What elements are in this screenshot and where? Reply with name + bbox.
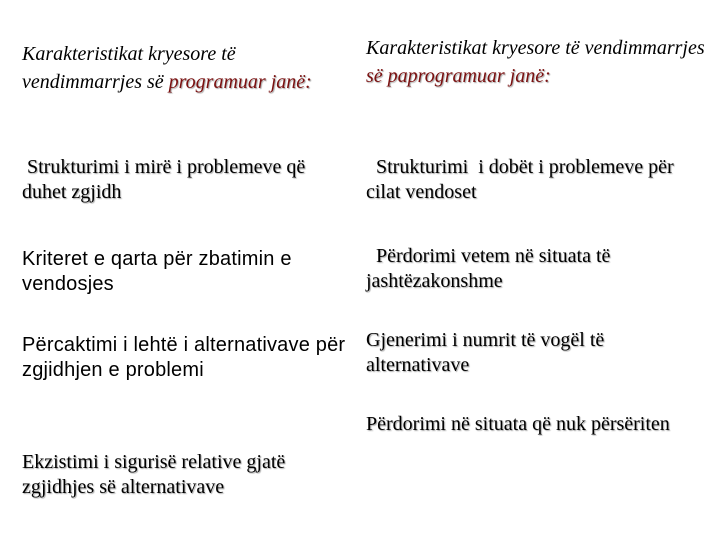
left-heading-accent: programuar <box>168 71 266 93</box>
right-item-4: Përdorimi në situata që nuk përsëriten <box>366 413 670 435</box>
left-item-3: Përcaktimi i lehtë i alternativave për zgjidhjen e problemi <box>22 334 346 381</box>
right-item-3: Gjenerimi i numrit të vogël të alternativave <box>366 329 605 376</box>
right-item-2: Përdorimi vetem në situata të jashtëzakonshme <box>366 245 616 292</box>
left-heading-prefix: Karakteristikat kryesore të vendimmarrjes së <box>22 43 236 93</box>
left-item-2: Kriteret e qarta për zbatimin e vendosjes <box>22 248 292 295</box>
left-item-1: Strukturimi i mirë i problemeve që duhet zgjidh <box>22 156 311 203</box>
left-heading <box>22 40 342 96</box>
left-item-4: Ekzistimi i sigurisë relative gjatë zgjidhjes së alternativave <box>22 451 286 498</box>
right-item-1: Strukturimi i dobët i problemeve për cilat vendoset <box>366 156 684 203</box>
right-heading <box>366 34 706 90</box>
right-heading-suffix: janë: <box>509 65 551 87</box>
right-heading-prefix: Karakteristikat kryesore të vendimmarrjes <box>366 37 705 59</box>
left-heading-suffix: janë: <box>270 71 312 93</box>
right-heading-accent: së paprogramuar <box>366 65 505 87</box>
